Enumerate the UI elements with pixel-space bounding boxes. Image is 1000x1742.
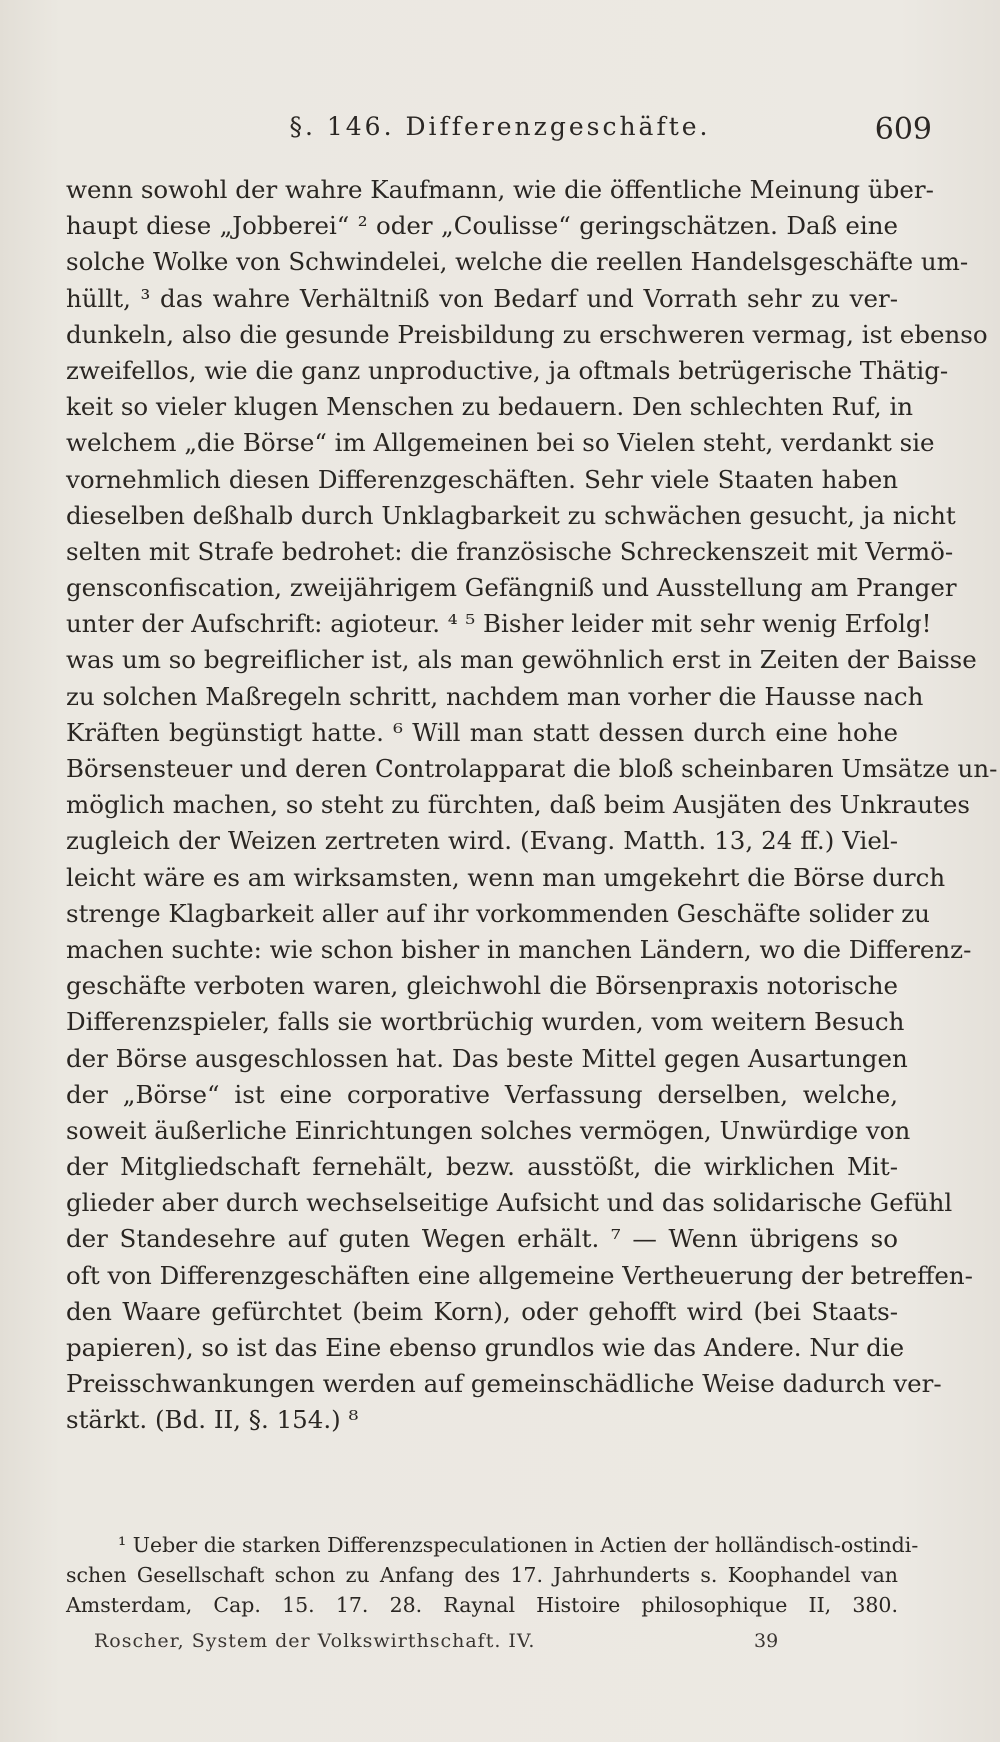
page-footer xyxy=(94,1630,794,1660)
main-text xyxy=(66,172,998,1439)
text-line: der Mitgliedschaft fernehält, bezw. ausstößt, die wirklichen Mit- xyxy=(66,1152,898,1182)
text-line: Börsensteuer und deren Controlapparat die bloß scheinbaren Umsätze un- xyxy=(66,754,998,783)
text-line: Preisschwankungen werden auf gemeinschädliche Weise dadurch ver- xyxy=(66,1369,942,1399)
text-line: Kräften begünstigt hatte. ⁶ Will man statt dessen durch eine hohe xyxy=(66,717,898,747)
text-line: machen suchte: wie schon bisher in manchen Ländern, wo die Differenz- xyxy=(66,934,972,964)
page-header xyxy=(0,112,1000,152)
footnote-line: Amsterdam, Cap. 15. 17. 28. Raynal Histoire philosophique II, 380. xyxy=(66,1593,898,1617)
text-line: stärkt. (Bd. II, §. 154.) ⁸ xyxy=(66,1405,359,1435)
running-head: §. 146. Differenzgeschäfte. xyxy=(289,112,711,141)
text-line: solche Wolke von Schwindelei, welche die reellen Handelsgeschäfte um- xyxy=(66,247,969,277)
text-line: strenge Klagbarkeit aller auf ihr vorkommenden Geschäfte solider zu xyxy=(66,898,930,928)
signature-mark: 39 xyxy=(754,1630,779,1652)
text-line: der Standesehre auf guten Wegen erhält. ⁷ — Wenn übrigens so xyxy=(66,1224,898,1254)
text-line: soweit äußerliche Einrichtungen solches vermögen, Unwürdige von xyxy=(66,1115,911,1145)
text-line: hüllt, ³ das wahre Verhältniß von Bedarf und Vorrath sehr zu ver- xyxy=(66,283,898,313)
text-line: geschäfte verboten waren, gleichwohl die Börsenpraxis notorische xyxy=(66,971,898,1001)
signature-text: Roscher, System der Volkswirthschaft. IV. xyxy=(94,1630,536,1652)
text-line: zugleich der Weizen zertreten wird. (Evang. Matth. 13, 24 ff.) Viel- xyxy=(66,826,898,856)
footnotes xyxy=(66,1530,919,1620)
text-line: wenn sowohl der wahre Kaufmann, wie die öffentliche Meinung über- xyxy=(66,175,934,204)
text-line: leicht wäre es am wirksamsten, wenn man umgekehrt die Börse durch xyxy=(66,862,946,892)
text-line: gensconfiscation, zweijährigem Gefängniß und Ausstellung am Pranger xyxy=(66,573,957,603)
text-line: dieselben deßhalb durch Unklagbarkeit zu schwächen gesucht, ja nicht xyxy=(66,500,956,530)
text-line: vornehmlich diesen Differenzgeschäften. Sehr viele Staaten haben xyxy=(66,464,898,494)
footnote-line: ¹ Ueber die starken Differenzspeculationen in Actien der holländisch-ostindi- xyxy=(118,1533,919,1557)
text-line: der „Börse“ ist eine corporative Verfassung derselben, welche, xyxy=(66,1079,898,1109)
text-line: zweifellos, wie die ganz unproductive, ja oftmals betrügerische Thätig- xyxy=(66,355,949,385)
text-line: möglich machen, so steht zu fürchten, daß beim Ausjäten des Unkrautes xyxy=(66,790,970,820)
page-number: 609 xyxy=(874,112,932,147)
text-line: der Börse ausgeschlossen hat. Das beste Mittel gegen Ausartungen xyxy=(66,1043,908,1073)
text-line: zu solchen Maßregeln schritt, nachdem man vorher die Hausse nach xyxy=(66,681,924,711)
text-line: papieren), so ist das Eine ebenso grundlos wie das Andere. Nur die xyxy=(66,1333,905,1362)
text-line: dunkeln, also die gesunde Preisbildung zu erschweren vermag, ist ebenso xyxy=(66,319,988,349)
text-line: den Waare gefürchtet (beim Korn), oder gehofft wird (bei Staats- xyxy=(66,1296,898,1326)
text-line: glieder aber durch wechselseitige Aufsicht und das solidarische Gefühl xyxy=(66,1188,953,1218)
text-line: welchem „die Börse“ im Allgemeinen bei so Vielen steht, verdankt sie xyxy=(66,428,935,458)
text-line: Differenzspieler, falls sie wortbrüchig wurden, vom weitern Besuch xyxy=(66,1007,905,1037)
text-line: was um so begreiflicher ist, als man gewöhnlich erst in Zeiten der Baisse xyxy=(66,645,977,675)
text-line: unter der Aufschrift: agioteur. ⁴ ⁵ Bisher leider mit sehr wenig Erfolg! xyxy=(66,609,932,639)
text-line: keit so vieler klugen Menschen zu bedauern. Den schlechten Ruf, in xyxy=(66,392,914,422)
text-line: haupt diese „Jobberei“ ² oder „Coulisse“ geringschätzen. Daß eine xyxy=(66,211,898,241)
footnote-line: schen Gesellschaft schon zu Anfang des 17. Jahrhunderts s. Koophandel van xyxy=(66,1563,898,1587)
text-line: selten mit Strafe bedrohet: die französische Schreckenszeit mit Vermö- xyxy=(66,536,954,566)
text-line: oft von Differenzgeschäften eine allgemeine Vertheuerung der betreffen- xyxy=(66,1260,973,1290)
